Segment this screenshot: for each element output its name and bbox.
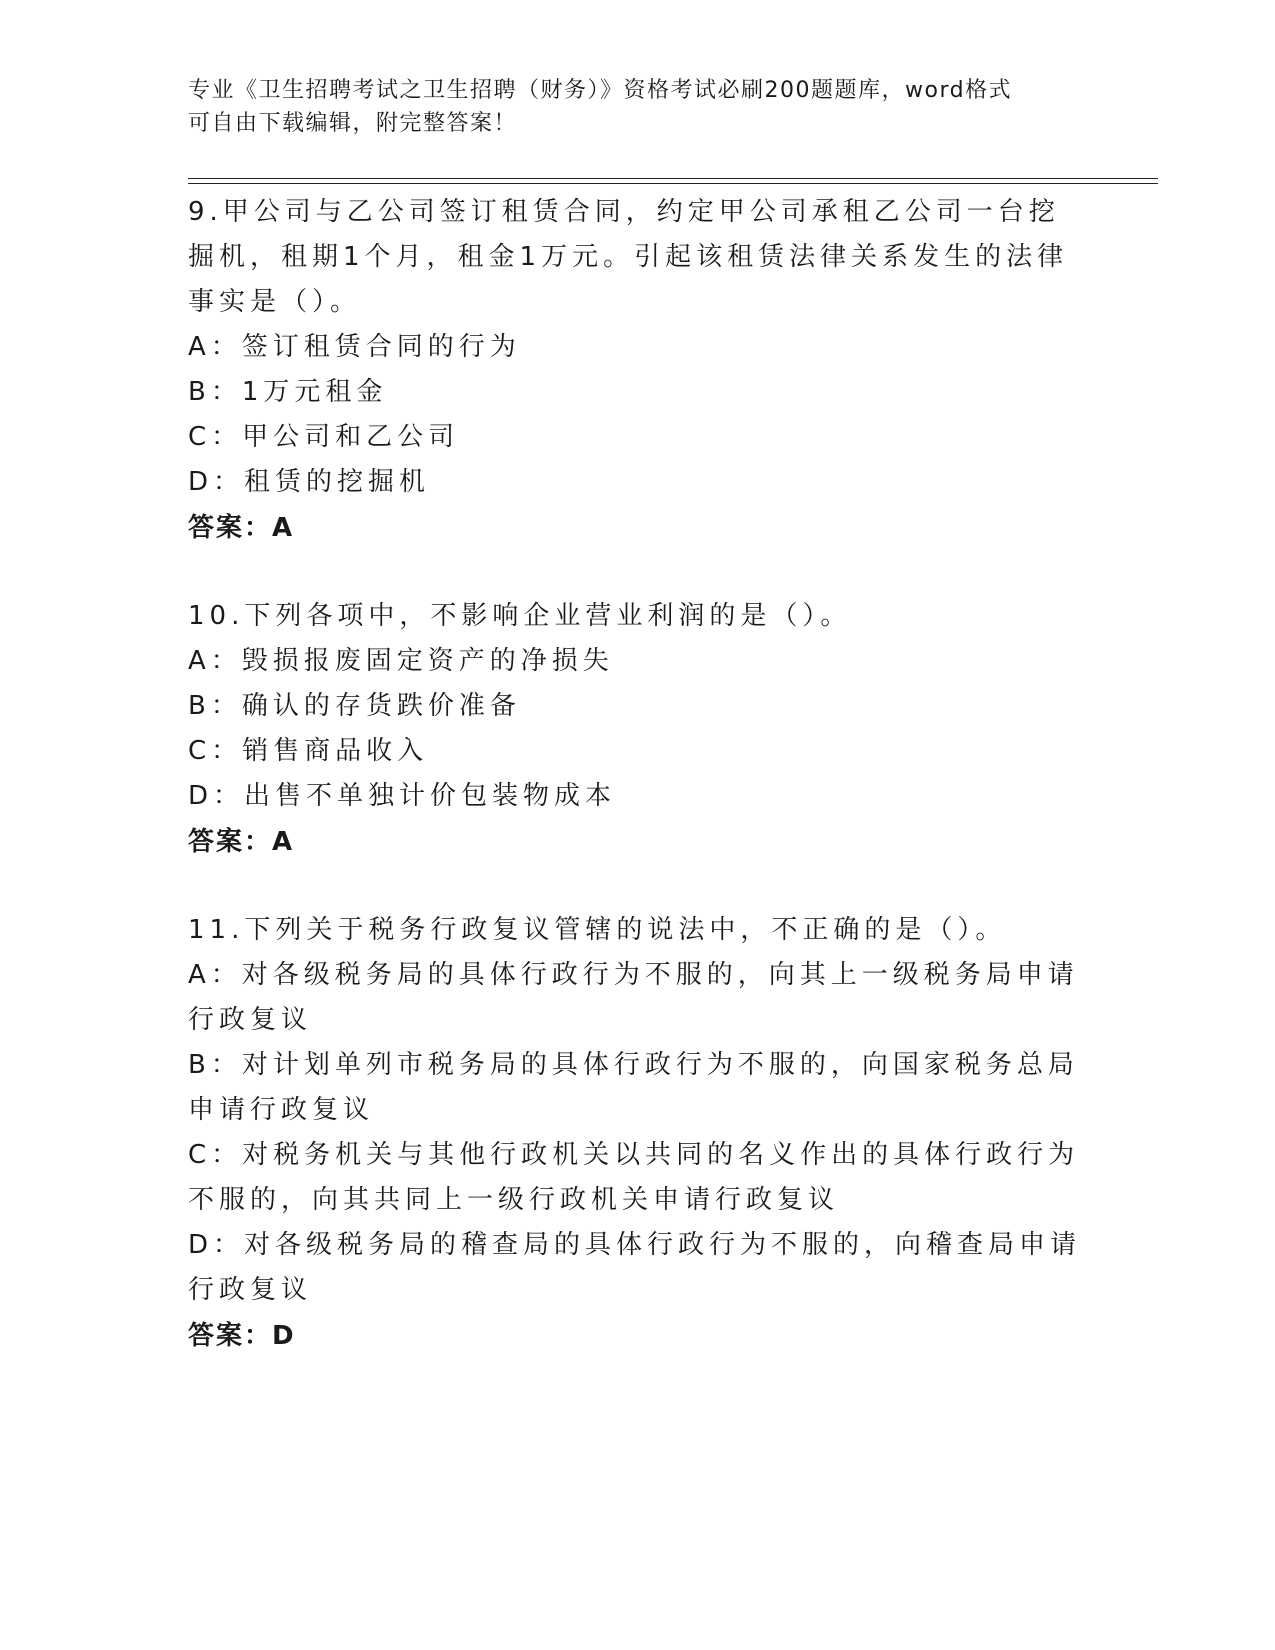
question-list (188, 190, 1088, 1402)
option-a: A：签订租赁合同的行为 (188, 332, 521, 362)
question-10 (188, 594, 1088, 865)
option-d: D：租赁的挖掘机 (188, 467, 431, 497)
option-c: C：对税务机关与其他行政机关以共同的名义作出的具体行政行为不服的，向其共同上一级行政机关申请行政复议 (188, 1140, 1080, 1215)
header-divider-bottom (188, 183, 1158, 184)
option-d: D：出售不单独计价包装物成本 (188, 781, 617, 811)
question-stem: 10.下列各项中，不影响企业营业利润的是（）。 (188, 601, 852, 631)
question-stem: 9.甲公司与乙公司签订租赁合同，约定甲公司承租乙公司一台挖掘机，租期1个月，租金1万元。引起该租赁法律关系发生的法律事实是（）。 (188, 197, 1069, 317)
document-header (188, 74, 1088, 140)
header-line-2: 可自由下载编辑，附完整答案！ (188, 111, 518, 136)
answer: 答案：A (188, 827, 295, 857)
option-c: C：销售商品收入 (188, 736, 429, 766)
option-b: B：对计划单列市税务局的具体行政行为不服的，向国家税务总局申请行政复议 (188, 1050, 1079, 1125)
option-a: A：对各级税务局的具体行政行为不服的，向其上一级税务局申请行政复议 (188, 960, 1079, 1035)
question-9 (188, 190, 1088, 551)
option-b: B：确认的存货跌价准备 (188, 691, 521, 721)
option-b: B：1万元租金 (188, 377, 388, 407)
option-c: C：甲公司和乙公司 (188, 422, 460, 452)
option-a: A：毁损报废固定资产的净损失 (188, 646, 614, 676)
question-stem: 11.下列关于税务行政复议管辖的说法中，不正确的是（）。 (188, 915, 1007, 945)
answer: 答案：D (188, 1321, 296, 1351)
header-line-1: 专业《卫生招聘考试之卫生招聘（财务）》资格考试必刷200题题库，word格式 (188, 78, 1013, 103)
option-d: D：对各级税务局的稽查局的具体行政行为不服的，向稽查局申请行政复议 (188, 1230, 1082, 1305)
answer: 答案：A (188, 513, 295, 543)
header-divider-top (188, 178, 1158, 179)
question-11 (188, 908, 1088, 1359)
